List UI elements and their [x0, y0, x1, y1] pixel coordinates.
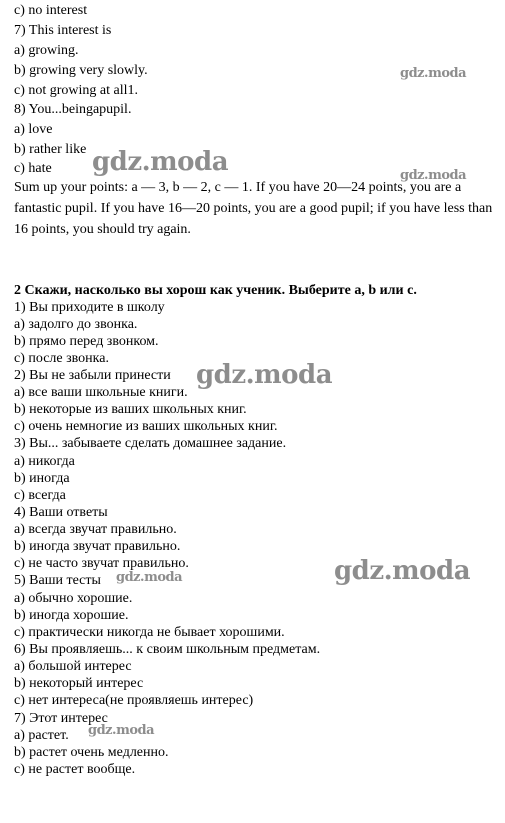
text-line: c) не растет вообще.	[14, 762, 136, 777]
text-line: b) некоторые из ваших школьных книг.	[14, 402, 247, 417]
text-line: 7) This interest is	[14, 23, 112, 38]
text-line: a) большой интерес	[14, 659, 132, 674]
text-line: c) практически никогда не бывает хорошими.	[14, 625, 285, 640]
text-line: a) все ваши школьные книги.	[14, 385, 188, 400]
text-line: 6) Вы проявляешь... к своим школьным предметам.	[14, 642, 321, 657]
text-line: 3) Вы... забываете сделать домашнее задание.	[14, 436, 287, 451]
text-line: b) растет очень медленно.	[14, 745, 169, 760]
text-line: c) всегда	[14, 488, 66, 503]
text-line: b) иногда	[14, 471, 70, 486]
text-line: a) growing.	[14, 43, 79, 58]
text-line: 5) Ваши тесты	[14, 573, 101, 588]
text-line: a) никогда	[14, 454, 75, 469]
text-line: b) некоторый интерес	[14, 676, 144, 691]
text-line: 7) Этот интерес	[14, 711, 108, 726]
watermark: gdz.moda	[334, 556, 471, 586]
text-line: 8) You...beingapupil.	[14, 102, 132, 117]
text-line: b) иногда хорошие.	[14, 608, 129, 623]
text-line: b) growing very slowly.	[14, 63, 148, 78]
text-line: a) обычно хорошие.	[14, 591, 133, 606]
text-line: c) после звонка.	[14, 351, 109, 366]
text-line: a) растет.	[14, 728, 69, 743]
text-line: 1) Вы приходите в школу	[14, 300, 165, 315]
watermark: gdz.moda	[400, 168, 467, 183]
text-line: 2) Вы не забыли принести	[14, 368, 171, 383]
text-line: a) love	[14, 122, 53, 137]
text-line: b) прямо перед звонком.	[14, 334, 159, 349]
text-line: c) не часто звучат правильно.	[14, 556, 189, 571]
text-line: c) not growing at all1.	[14, 83, 139, 98]
watermark: gdz.moda	[92, 147, 229, 177]
text-line: c) no interest	[14, 3, 88, 18]
text-line: 4) Ваши ответы	[14, 505, 108, 520]
exercise-heading: 2 Скажи, насколько вы хорош как ученик. Выберите a, b или c.	[14, 283, 417, 298]
text-line: a) задолго до звонка.	[14, 317, 138, 332]
watermark: gdz.moda	[400, 66, 467, 81]
text-line: c) очень немногие из ваших школьных книг.	[14, 419, 278, 434]
score-summary: Sum up your points: a — 3, b — 2, c — 1. If you have 20—24 points, you are a fantastic pupil. If you have 16—20 points, you are a good pupil; if you have less than 16 points, you should try again.	[14, 180, 493, 237]
text-line: c) нет интереса(не проявляешь интерес)	[14, 693, 254, 708]
watermark: gdz.moda	[196, 360, 333, 390]
text-line: b) иногда звучат правильно.	[14, 539, 181, 554]
text-line: a) всегда звучат правильно.	[14, 522, 177, 537]
watermark: gdz.moda	[116, 570, 183, 585]
text-line: b) rather like	[14, 142, 87, 157]
watermark: gdz.moda	[88, 723, 155, 738]
text-line: c) hate	[14, 161, 52, 176]
